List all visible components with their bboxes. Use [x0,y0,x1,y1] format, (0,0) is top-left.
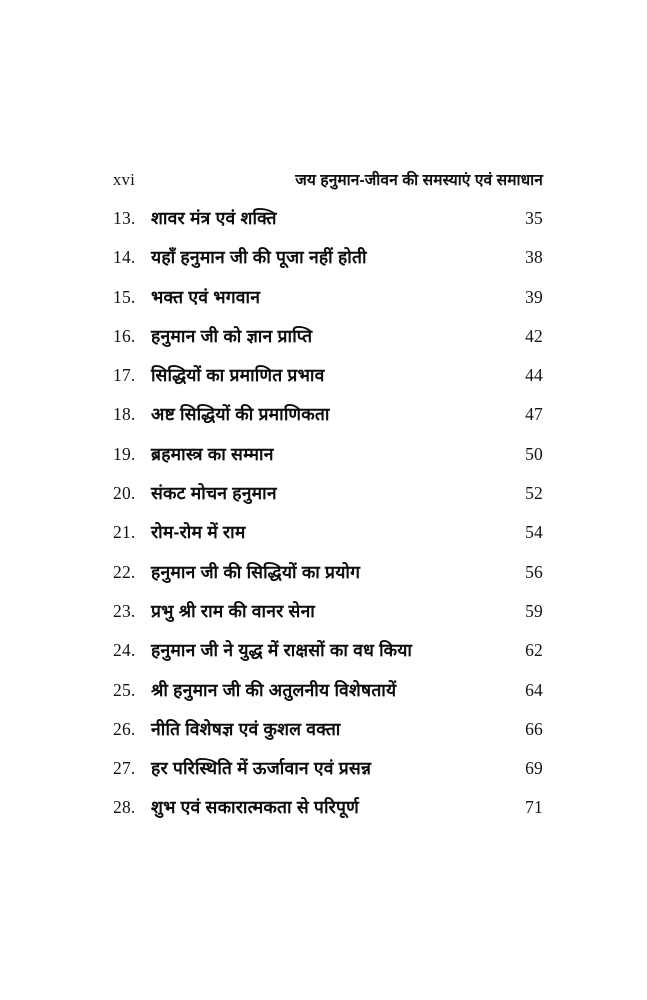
toc-entry-title: संकट मोचन हनुमान [151,483,277,504]
toc-entry-number: 27. [113,758,136,779]
toc-entry-page-number: 59 [525,600,543,621]
toc-entry-title: हर परिस्थिति में ऊर्जावान एवं प्रसन्न [151,758,372,779]
toc-entry-title: भक्त एवं भगवान [151,286,261,307]
toc-entry[interactable] [113,363,543,402]
toc-entry-title: अष्ट सिद्धियों की प्रमाणिकता [151,404,330,425]
toc-entry[interactable] [113,481,543,520]
toc-entry-page-number: 47 [525,404,543,425]
toc-entry-title: रोम-रोम में राम [151,522,246,543]
toc-entry[interactable] [113,717,543,756]
toc-entry-title: श्री हनुमान जी की अतुलनीय विशेषतायें [151,679,397,700]
toc-entry[interactable] [113,442,543,481]
toc-entry-title: शावर मंत्र एवं शक्ति [151,208,277,228]
toc-entry[interactable] [113,402,543,441]
toc-entry-number: 28. [113,797,136,818]
toc-entry-title: ब्रहमास्त्र का सम्मान [151,443,274,464]
toc-entry-page-number: 71 [525,797,543,818]
toc-entry-title: सिद्धियों का प्रमाणित प्रभाव [151,365,325,386]
toc-entry-number: 23. [113,600,136,621]
toc-entry-number: 19. [113,443,136,464]
toc-entry-number: 22. [113,561,136,582]
toc-entry-number: 26. [113,718,136,739]
toc-entry-title: शुभ एवं सकारात्मकता से परिपूर्ण [151,797,359,818]
toc-entry-page-number: 35 [525,208,543,228]
toc-entry-number: 18. [113,404,136,425]
toc-entry[interactable] [113,206,543,245]
toc-entry-title: हनुमान जी ने युद्ध में राक्षसों का वध किया [151,640,413,661]
toc-entry-page-number: 54 [525,522,543,543]
toc-entry[interactable] [113,795,543,834]
toc-entry[interactable] [113,520,543,559]
toc-entry-page-number: 66 [525,718,543,739]
table-of-contents [113,206,543,835]
toc-entry-page-number: 39 [525,286,543,307]
toc-entry-page-number: 69 [525,758,543,779]
running-head-title: जय हनुमान-जीवन की समस्याएं एवं समाधान [295,172,543,189]
toc-entry-number: 15. [113,286,136,307]
toc-entry-page-number: 56 [525,561,543,582]
toc-entry-number: 25. [113,679,136,700]
toc-entry-number: 21. [113,522,136,543]
toc-entry-title: यहाँ हनुमान जी की पूजा नहीं होती [151,247,367,268]
toc-entry[interactable] [113,638,543,677]
toc-entry-number: 14. [113,247,136,268]
toc-entry-title: नीति विशेषज्ञ एवं कुशल वक्ता [151,718,341,739]
toc-entry-number: 20. [113,483,136,504]
toc-entry-title: हनुमान जी की सिद्धियों का प्रयोग [151,561,361,582]
folio-number: xvi [113,170,136,189]
toc-entry[interactable] [113,560,543,599]
toc-entry-page-number: 50 [525,443,543,464]
toc-entry[interactable] [113,285,543,324]
toc-entry-page-number: 62 [525,640,543,661]
toc-entry[interactable] [113,599,543,638]
toc-entry[interactable] [113,678,543,717]
toc-entry-number: 17. [113,365,136,386]
toc-entry-title: प्रभु श्री राम की वानर सेना [151,600,316,621]
toc-entry-page-number: 52 [525,483,543,504]
toc-entry-title: हनुमान जी को ज्ञान प्राप्ति [151,325,313,346]
toc-entry[interactable] [113,245,543,284]
toc-entry-page-number: 38 [525,247,543,268]
toc-entry-page-number: 44 [525,365,543,386]
toc-entry-page-number: 42 [525,325,543,346]
toc-entry[interactable] [113,756,543,795]
toc-entry[interactable] [113,324,543,363]
running-head [113,168,543,194]
toc-entry-number: 24. [113,640,136,661]
toc-entry-number: 16. [113,325,136,346]
toc-entry-page-number: 64 [525,679,543,700]
toc-entry-number: 13. [113,208,136,228]
